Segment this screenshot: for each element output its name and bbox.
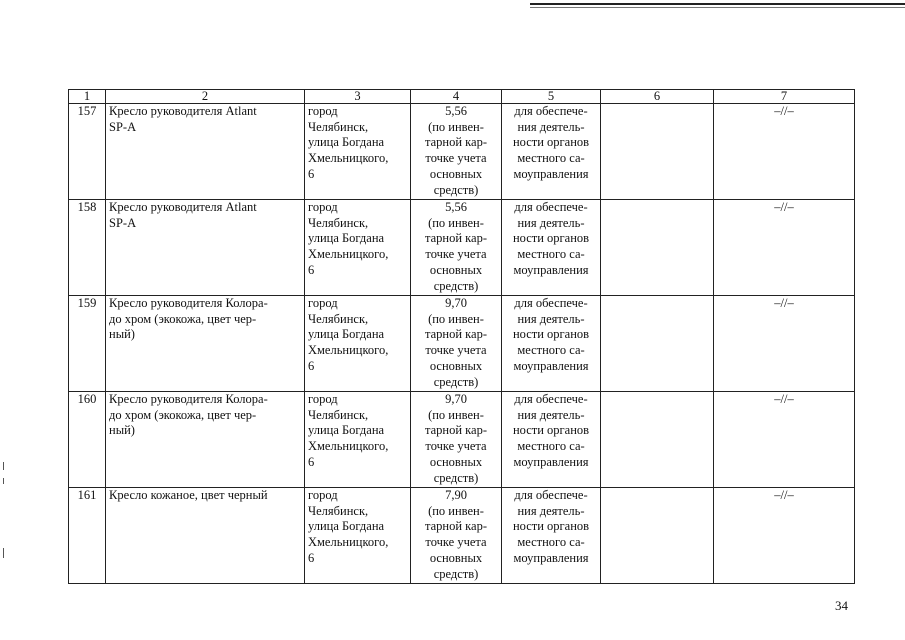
item-name: Кресло кожаное, цвет черный <box>106 488 305 584</box>
item-col6 <box>601 200 714 296</box>
item-number: 161 <box>69 488 106 584</box>
column-number: 1 <box>69 90 106 104</box>
item-value: 7,90 (по инвен- тарной кар- точке учета основных средств) <box>411 488 502 584</box>
item-name: Кресло руководителя Колора- до хром (экокожа, цвет чер- ный) <box>106 392 305 488</box>
scan-mark <box>3 548 4 558</box>
column-number: 6 <box>601 90 714 104</box>
table-row <box>69 296 855 392</box>
item-value: 9,70 (по инвен- тарной кар- точке учета основных средств) <box>411 392 502 488</box>
item-purpose: для обеспече- ния деятель- ности органов местного са- моуправления <box>502 488 601 584</box>
top-rule-thin <box>530 7 905 8</box>
page-number: 34 <box>835 598 848 613</box>
item-number: 158 <box>69 200 106 296</box>
scan-mark <box>3 462 4 470</box>
item-name: Кресло руководителя Atlant SP-A <box>106 200 305 296</box>
item-value: 5,56 (по инвен- тарной кар- точке учета основных средств) <box>411 104 502 200</box>
item-col6 <box>601 296 714 392</box>
column-number: 5 <box>502 90 601 104</box>
item-address: город Челябинск, улица Богдана Хмельницкого, 6 <box>305 488 411 584</box>
item-col6 <box>601 392 714 488</box>
top-rule <box>530 3 905 5</box>
table-row <box>69 104 855 200</box>
item-col7: –//– <box>714 296 855 392</box>
table-row <box>69 488 855 584</box>
item-value: 5,56 (по инвен- тарной кар- точке учета основных средств) <box>411 200 502 296</box>
item-col7: –//– <box>714 104 855 200</box>
item-number: 159 <box>69 296 106 392</box>
item-address: город Челябинск, улица Богдана Хмельницкого, 6 <box>305 296 411 392</box>
table-row <box>69 200 855 296</box>
column-number-row <box>69 90 855 104</box>
item-address: город Челябинск, улица Богдана Хмельницкого, 6 <box>305 392 411 488</box>
item-col6 <box>601 104 714 200</box>
item-address: город Челябинск, улица Богдана Хмельницкого, 6 <box>305 104 411 200</box>
item-col7: –//– <box>714 200 855 296</box>
column-number: 4 <box>411 90 502 104</box>
item-purpose: для обеспече- ния деятель- ности органов местного са- моуправления <box>502 104 601 200</box>
column-number: 2 <box>106 90 305 104</box>
column-number: 7 <box>714 90 855 104</box>
scan-mark <box>3 478 4 484</box>
item-purpose: для обеспече- ния деятель- ности органов местного са- моуправления <box>502 392 601 488</box>
item-col7: –//– <box>714 392 855 488</box>
item-value: 9,70 (по инвен- тарной кар- точке учета основных средств) <box>411 296 502 392</box>
column-number: 3 <box>305 90 411 104</box>
item-address: город Челябинск, улица Богдана Хмельницкого, 6 <box>305 200 411 296</box>
table-row <box>69 392 855 488</box>
item-number: 157 <box>69 104 106 200</box>
item-col6 <box>601 488 714 584</box>
item-purpose: для обеспече- ния деятель- ности органов местного са- моуправления <box>502 200 601 296</box>
inventory-table <box>68 89 855 584</box>
item-name: Кресло руководителя Atlant SP-A <box>106 104 305 200</box>
item-name: Кресло руководителя Колора- до хром (экокожа, цвет чер- ный) <box>106 296 305 392</box>
item-col7: –//– <box>714 488 855 584</box>
item-purpose: для обеспече- ния деятель- ности органов местного са- моуправления <box>502 296 601 392</box>
item-number: 160 <box>69 392 106 488</box>
